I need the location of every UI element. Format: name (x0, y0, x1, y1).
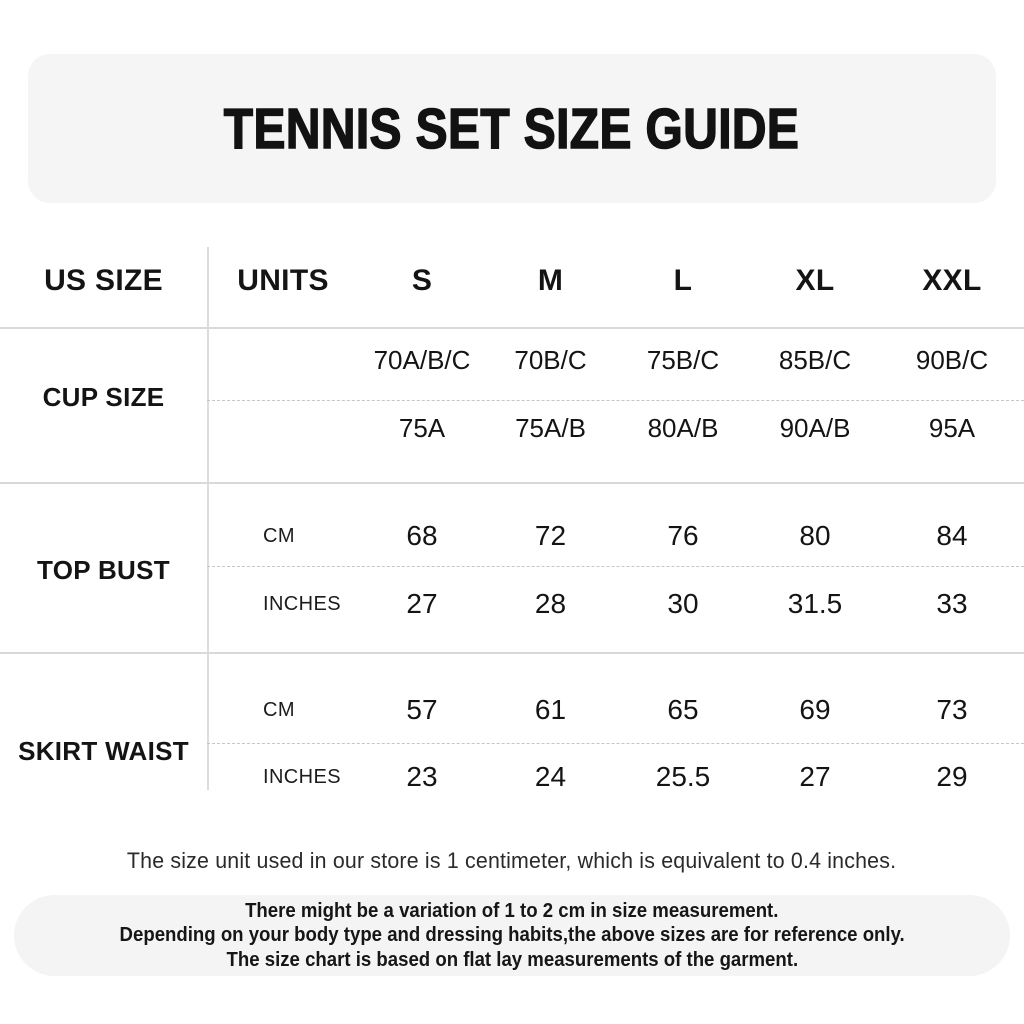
row-label-top-bust: TOP BUST (37, 554, 170, 585)
value-cell: 90A/B (779, 412, 851, 443)
value-cell: 84 (936, 520, 968, 551)
table-dashed-rule-skirtwaist (207, 743, 1024, 744)
value-cell: 27 (799, 761, 831, 792)
value-cell: 95A (928, 412, 976, 443)
header-size-s: S (411, 264, 433, 297)
value-cell: 80A/B (647, 412, 719, 443)
value-cell: 69 (799, 694, 831, 725)
header-size-m: M (537, 264, 564, 297)
table-rule-header-bottom (0, 327, 1024, 329)
table-dashed-rule-topbust (207, 566, 1024, 567)
value-cell: 80 (799, 520, 831, 551)
value-cell: 90B/C (915, 344, 989, 375)
value-cell: 61 (534, 694, 567, 725)
value-cell: 68 (406, 520, 438, 551)
unit-cell: INCHES (263, 592, 341, 615)
row-label-skirt-waist: SKIRT WAIST (18, 735, 189, 766)
table-row-cup-size-2 (0, 408, 1024, 448)
value-cell: 24 (534, 761, 567, 792)
value-cell: 33 (936, 588, 968, 619)
title-banner (28, 54, 996, 203)
table-rule-topbust-bottom (0, 652, 1024, 654)
value-cell: 70B/C (514, 344, 587, 375)
disclaimer-line-1: There might be a variation of 1 to 2 cm in size measurement. (245, 899, 779, 922)
unit-cell: CM (263, 698, 295, 721)
table-row-skirt-waist-cm (0, 690, 1024, 730)
disclaimer-line-3: The size chart is based on flat lay measurements of the garment. (226, 948, 798, 971)
value-cell: 72 (534, 520, 567, 551)
value-cell: 76 (667, 520, 699, 551)
table-row-top-bust-inches (0, 584, 1024, 624)
table-row-top-bust-cm (0, 516, 1024, 556)
value-cell: 75A/B (515, 412, 586, 443)
value-cell: 65 (667, 694, 699, 725)
value-cell: 85B/C (778, 344, 852, 375)
header-units: UNITS (237, 264, 329, 297)
value-cell: 31.5 (787, 588, 843, 619)
value-cell: 28 (534, 588, 567, 619)
value-cell: 23 (406, 761, 438, 792)
unit-cell: INCHES (263, 765, 341, 788)
header-us-size: US SIZE (44, 264, 163, 297)
value-cell: 57 (406, 694, 438, 725)
disclaimer-box (14, 895, 1010, 976)
table-header-row (0, 261, 1024, 301)
header-size-xl: XL (795, 264, 835, 297)
table-rule-cupsize-bottom (0, 482, 1024, 484)
table-row-skirt-waist-inches (0, 757, 1024, 797)
value-cell: 75A (398, 412, 446, 443)
table-row-cup-size-1 (0, 340, 1024, 380)
header-size-l: L (673, 264, 693, 297)
disclaimer-line-2: Depending on your body type and dressing habits,the above sizes are for reference only. (119, 924, 905, 947)
row-label-cup-size: CUP SIZE (42, 381, 165, 412)
value-cell: 75B/C (646, 344, 720, 375)
unit-conversion-note: The size unit used in our store is 1 centimeter, which is equivalent to 0.4 inches. (127, 848, 897, 873)
value-cell: 30 (667, 588, 699, 619)
page-title: TENNIS SET SIZE GUIDE (224, 96, 800, 161)
unit-cell: CM (263, 524, 295, 547)
value-cell: 25.5 (655, 761, 711, 792)
table-dashed-rule-cupsize (207, 400, 1024, 401)
value-cell: 70A/B/C (373, 344, 471, 375)
value-cell: 29 (936, 761, 968, 792)
header-size-xxl: XXL (922, 264, 982, 297)
value-cell: 27 (406, 588, 438, 619)
value-cell: 73 (936, 694, 968, 725)
